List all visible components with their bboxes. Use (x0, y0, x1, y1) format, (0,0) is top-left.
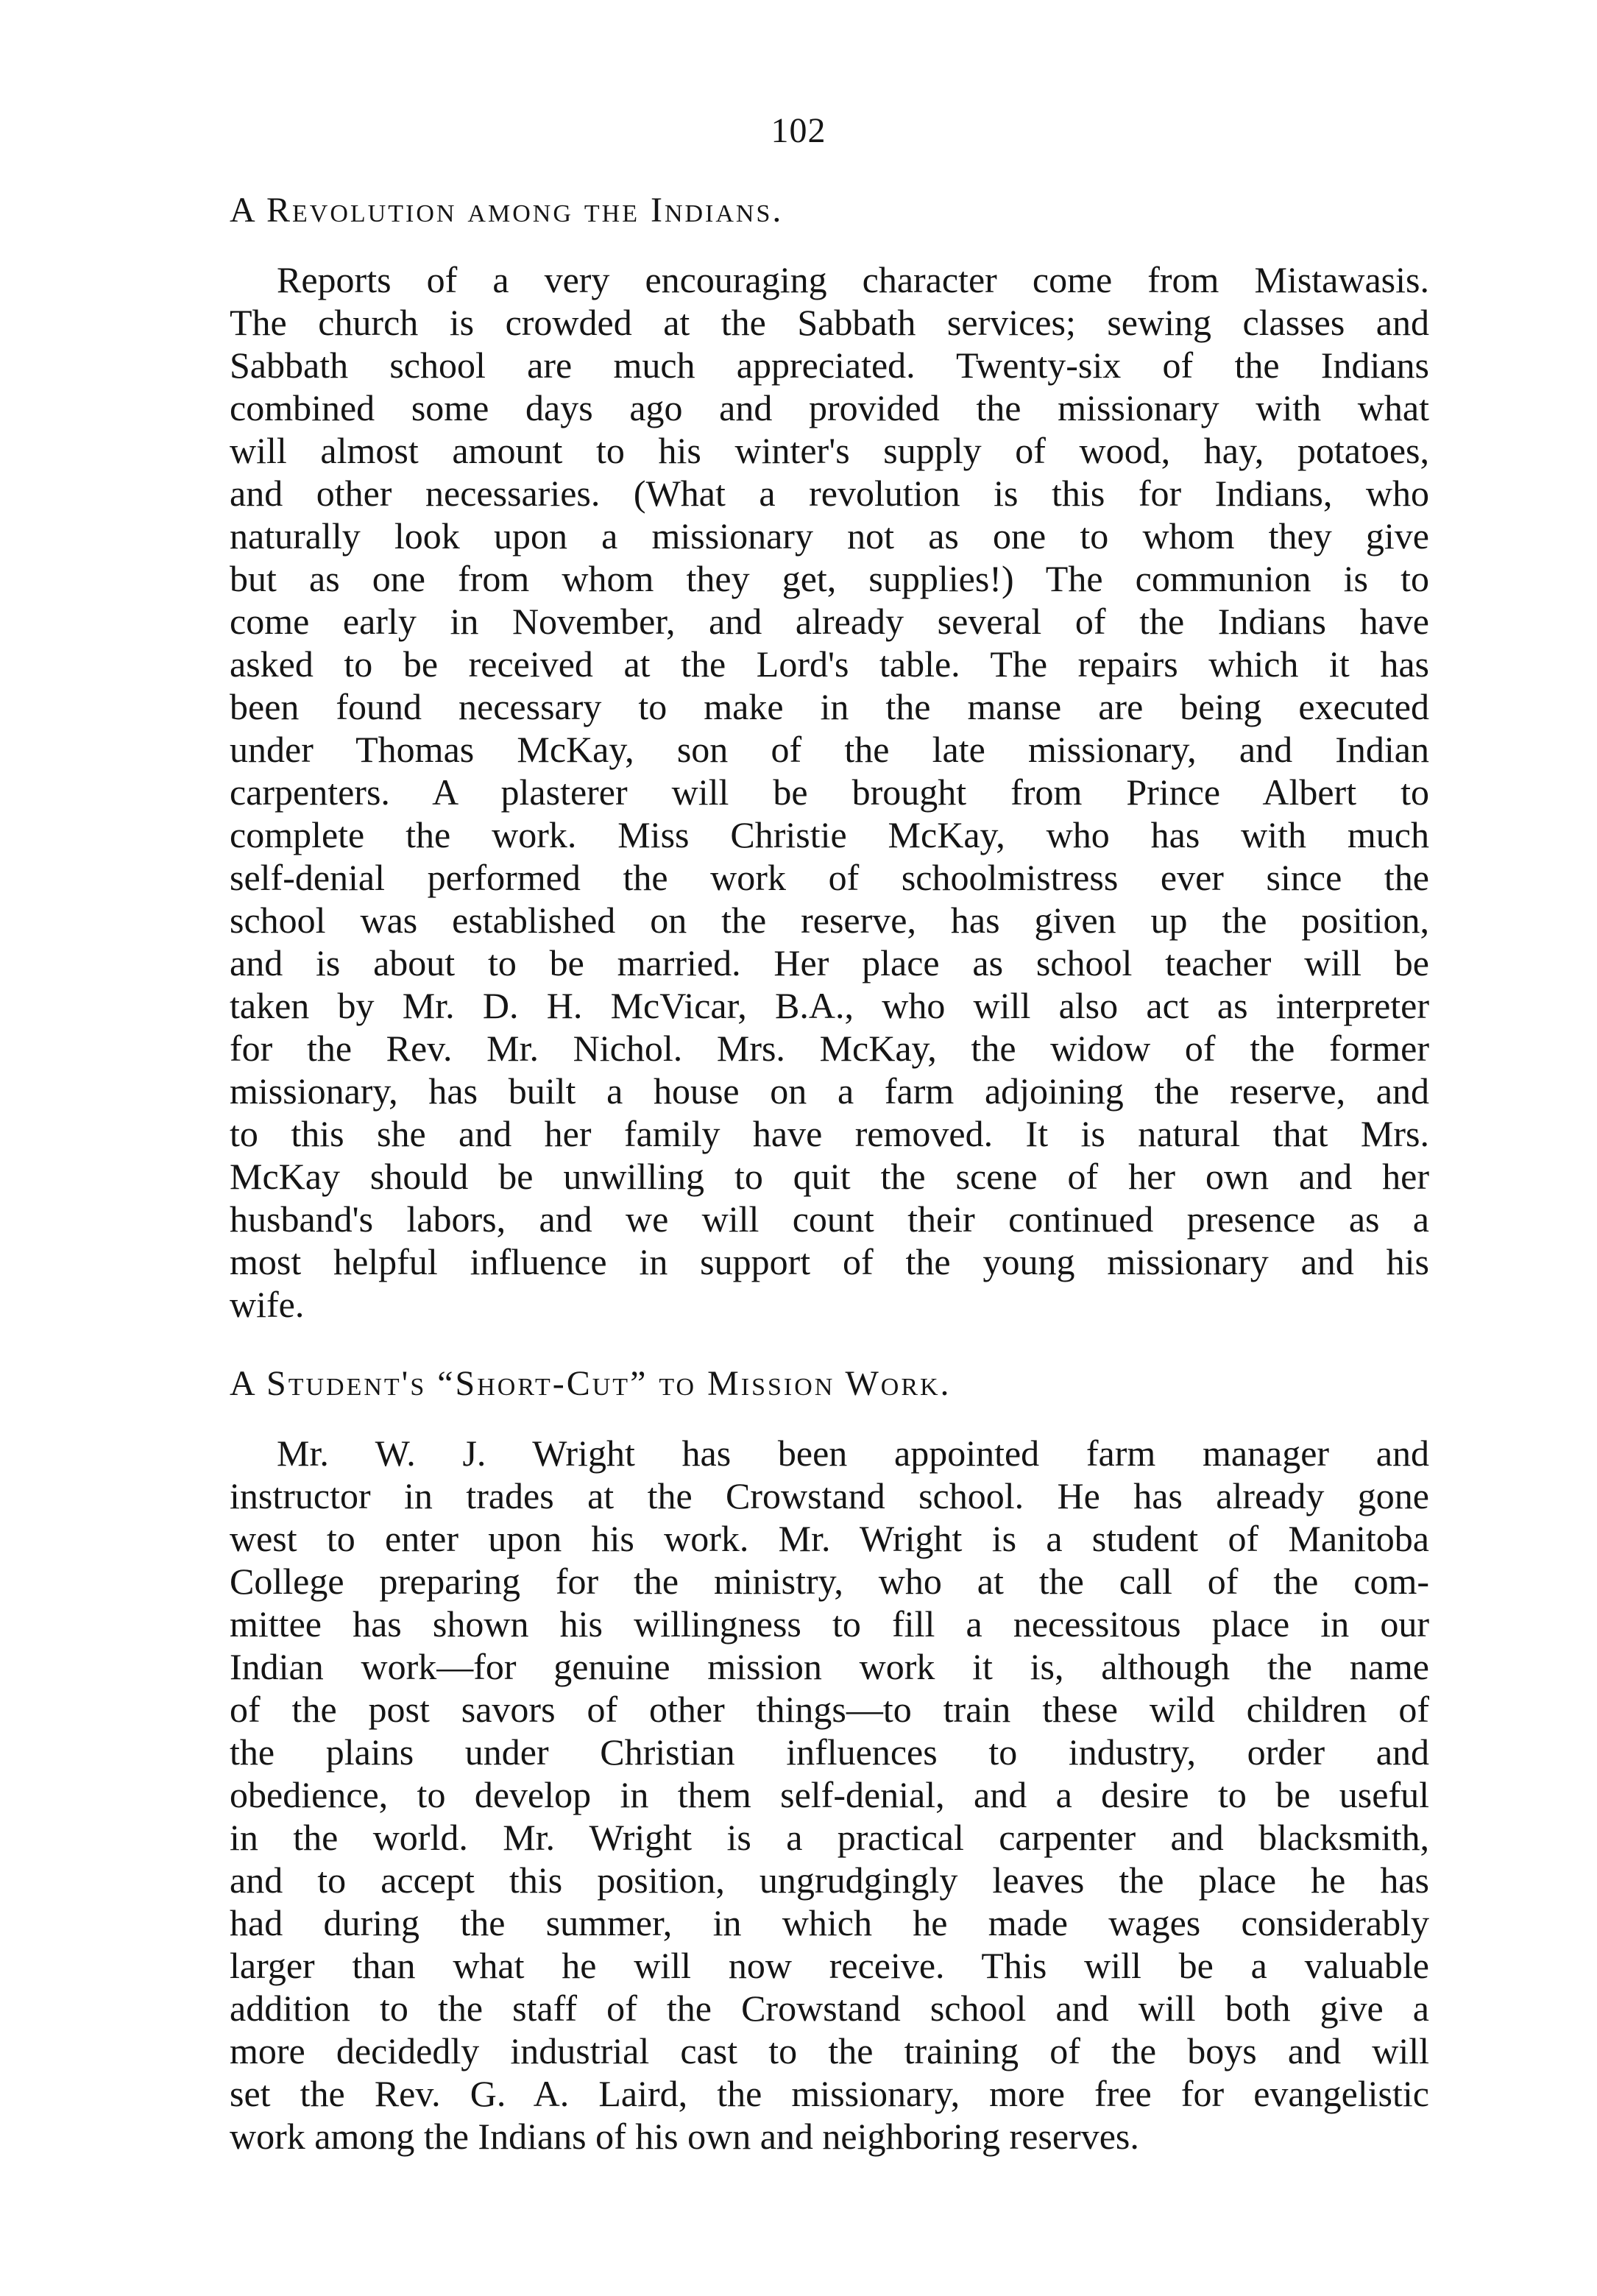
text-line: been found necessary to make in the manse are being executed (230, 686, 1429, 727)
text-line: west to enter upon his work. Mr. Wright is a student of Manitoba (230, 1518, 1429, 1559)
section-heading: A Student's “Short-Cut” to Mission Work. (230, 1364, 952, 1403)
text-line: larger than what he will now receive. This will be a valuable (230, 1945, 1429, 1986)
text-line: of the post savors of other things—to train these wild children of (230, 1689, 1429, 1730)
text-line: obedience, to develop in them self-denial, and a desire to be useful (230, 1774, 1429, 1815)
text-line: will almost amount to his winter's supply of wood, hay, potatoes, (230, 430, 1429, 471)
section-heading: A Revolution among the Indians. (230, 191, 784, 230)
page-number: 102 (771, 111, 826, 150)
text-line: the plains under Christian influences to industry, order and (230, 1731, 1429, 1773)
text-line: combined some days ago and provided the missionary with what (230, 387, 1429, 428)
text-line: McKay should be unwilling to quit the scene of her own and her (230, 1156, 1429, 1197)
text-line: wife. (230, 1284, 305, 1325)
text-line: school was established on the reserve, has given up the position, (230, 900, 1429, 941)
section-paragraph (230, 1432, 1429, 2158)
text-line: The church is crowded at the Sabbath services; sewing classes and (230, 302, 1429, 343)
text-line: carpenters. A plasterer will be brought from Prince Albert to (230, 771, 1429, 813)
text-line: self-denial performed the work of schoolmistress ever since the (230, 857, 1429, 898)
text-line: had during the summer, in which he made wages considerably (230, 1902, 1429, 1943)
text-line: taken by Mr. D. H. McVicar, B.A., who will also act as interpreter (230, 985, 1429, 1026)
text-line: missionary, has built a house on a farm adjoining the reserve, and (230, 1070, 1429, 1112)
text-line: Indian work—for genuine mission work it is, although the name (230, 1646, 1429, 1687)
text-line: more decidedly industrial cast to the training of the boys and will (230, 2030, 1429, 2071)
text-line: mittee has shown his willingness to fill a necessitous place in our (230, 1603, 1429, 1645)
text-line: complete the work. Miss Christie McKay, who has with much (230, 814, 1429, 855)
text-line: work among the Indians of his own and neighboring reserves. (230, 2116, 1139, 2157)
text-line: Reports of a very encouraging character come from Mistawasis. (277, 259, 1429, 300)
text-line: and to accept this position, ungrudgingly leaves the place he has (230, 1859, 1429, 1901)
section-paragraph (230, 258, 1429, 1326)
text-line: addition to the staff of the Crowstand school and will both give a (230, 1988, 1429, 2029)
text-line: and is about to be married. Her place as school teacher will be (230, 942, 1429, 983)
text-line: come early in November, and already several of the Indians have (230, 601, 1429, 642)
text-line: College preparing for the ministry, who at the call of the com- (230, 1561, 1429, 1602)
text-line: for the Rev. Mr. Nichol. Mrs. McKay, the widow of the former (230, 1028, 1429, 1069)
text-line: and other necessaries. (What a revolution is this for Indians, who (230, 473, 1429, 514)
text-line: Sabbath school are much appreciated. Twenty-six of the Indians (230, 345, 1429, 386)
text-line: to this she and her family have removed. It is natural that Mrs. (230, 1113, 1429, 1154)
text-line: under Thomas McKay, son of the late missionary, and Indian (230, 729, 1429, 770)
text-line: Mr. W. J. Wright has been appointed farm manager and (277, 1433, 1429, 1474)
text-line: naturally look upon a missionary not as one to whom they give (230, 515, 1429, 557)
text-line: set the Rev. G. A. Laird, the missionary, more free for evangelistic (230, 2073, 1429, 2114)
text-line: husband's labors, and we will count their continued presence as a (230, 1198, 1429, 1240)
text-line: instructor in trades at the Crowstand school. He has already gone (230, 1475, 1429, 1516)
text-line: most helpful influence in support of the young missionary and his (230, 1241, 1429, 1282)
text-line: asked to be received at the Lord's table. The repairs which it has (230, 643, 1429, 685)
text-line: in the world. Mr. Wright is a practical carpenter and blacksmith, (230, 1817, 1429, 1858)
text-line: but as one from whom they get, supplies!) The communion is to (230, 558, 1429, 599)
